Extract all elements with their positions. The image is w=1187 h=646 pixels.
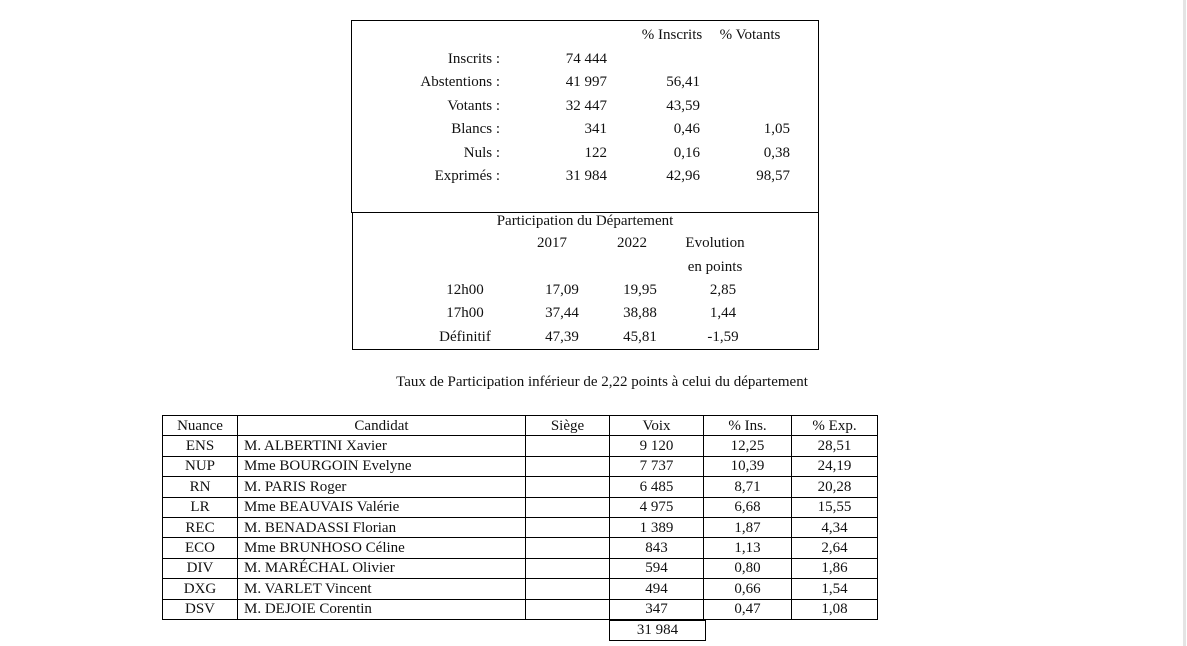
result-label: Blancs : [451,121,500,138]
candidate-pct-ins: 1,13 [704,538,792,558]
candidates-table [162,415,878,620]
total-voix: 31 984 [609,620,706,641]
candidate-pct-exp: 1,54 [792,579,878,599]
candidate-name: Mme BRUNHOSO Céline [238,538,526,558]
participation-evolution: 2,85 [709,282,737,298]
result-pct-inscrits: 43,59 [666,97,700,114]
candidate-voix: 9 120 [610,436,704,456]
col-pct-exp: % Exp. [792,416,878,436]
candidate-nuance: LR [163,497,238,517]
col-siege: Siège [526,416,610,436]
participation-time: Définitif [439,328,491,345]
result-value: 122 [584,144,607,161]
participation-evolution: 1,44 [709,305,737,322]
result-value: 74 444 [565,51,607,67]
candidate-pct-ins: 0,47 [704,599,792,619]
result-value: 41 997 [565,74,607,91]
candidate-pct-exp: 20,28 [792,477,878,497]
header-evolution: Evolution [685,235,745,251]
participation-2017: 47,39 [545,328,579,345]
result-pct-votants: 1,05 [763,121,790,138]
participation-2017: 17,09 [545,282,579,298]
candidate-siege [526,497,610,517]
candidate-name: M. VARLET Vincent [238,579,526,599]
candidate-voix: 1 389 [610,517,704,537]
candidate-nuance: RN [163,477,238,497]
candidate-siege [526,558,610,578]
candidate-pct-ins: 0,80 [704,558,792,578]
candidate-name: M. ALBERTINI Xavier [238,436,526,456]
candidate-row [163,579,878,599]
candidate-nuance: ENS [163,436,238,456]
participation-2017: 37,44 [545,305,579,322]
participation-time: 17h00 [446,305,484,322]
result-label: Exprimés : [434,168,500,184]
result-label: Nuls : [463,144,500,161]
candidate-nuance: REC [163,517,238,537]
col-pct-ins: % Ins. [704,416,792,436]
result-pct-inscrits: 0,46 [673,121,700,138]
candidate-name: M. MARÉCHAL Olivier [238,558,526,578]
result-value: 31 984 [565,168,607,184]
result-pct-inscrits: 0,16 [673,144,700,161]
candidate-voix: 843 [610,538,704,558]
candidate-name: Mme BOURGOIN Evelyne [238,456,526,476]
candidate-pct-ins: 10,39 [704,456,792,476]
candidate-voix: 347 [610,599,704,619]
candidate-name: Mme BEAUVAIS Valérie [238,497,526,517]
candidate-row [163,538,878,558]
candidate-pct-exp: 2,64 [792,538,878,558]
result-label: Abstentions : [420,74,500,91]
page-edge-scrollbar [1183,0,1186,646]
participation-2022: 19,95 [623,282,657,298]
header-2017: 2017 [537,235,567,251]
candidate-name: M. BENADASSI Florian [238,517,526,537]
candidate-row [163,599,878,619]
candidate-pct-exp: 24,19 [792,456,878,476]
candidate-siege [526,599,610,619]
candidate-pct-ins: 12,25 [704,436,792,456]
candidate-nuance: DSV [163,599,238,619]
candidate-nuance: DXG [163,579,238,599]
result-value: 341 [584,121,607,138]
candidate-pct-exp: 15,55 [792,497,878,517]
participation-time: 12h00 [446,282,484,298]
candidate-nuance: DIV [163,558,238,578]
candidate-voix: 594 [610,558,704,578]
candidate-pct-ins: 1,87 [704,517,792,537]
candidate-siege [526,436,610,456]
result-label: Inscrits : [447,51,500,67]
header-pct-inscrits: % Inscrits [641,27,703,43]
participation-title: Participation du Département [496,213,674,229]
candidate-nuance: NUP [163,456,238,476]
candidate-pct-ins: 6,68 [704,497,792,517]
candidate-row [163,517,878,537]
candidate-pct-ins: 8,71 [704,477,792,497]
candidate-row [163,558,878,578]
header-pct-votants: % Votants [719,27,781,43]
candidate-voix: 494 [610,579,704,599]
col-candidat: Candidat [238,416,526,436]
candidate-row [163,436,878,456]
candidate-voix: 6 485 [610,477,704,497]
result-label: Votants : [447,97,500,114]
candidate-pct-exp: 28,51 [792,436,878,456]
participation-2022: 38,88 [623,305,657,322]
candidate-pct-exp: 4,34 [792,517,878,537]
candidate-name: M. PARIS Roger [238,477,526,497]
candidate-siege [526,579,610,599]
participation-2022: 45,81 [623,328,657,345]
candidate-pct-exp: 1,86 [792,558,878,578]
candidate-voix: 4 975 [610,497,704,517]
result-pct-inscrits: 56,41 [666,74,700,91]
candidate-voix: 7 737 [610,456,704,476]
candidate-row [163,456,878,476]
candidate-siege [526,456,610,476]
result-pct-votants: 0,38 [763,144,790,161]
candidate-pct-ins: 0,66 [704,579,792,599]
candidate-siege [526,517,610,537]
participation-note: Taux de Participation inférieur de 2,22 points à celui du département [396,374,808,390]
candidate-pct-exp: 1,08 [792,599,878,619]
candidate-row [163,497,878,517]
candidate-siege [526,538,610,558]
candidate-row [163,477,878,497]
result-value: 32 447 [565,97,607,114]
result-pct-inscrits: 42,96 [666,168,700,184]
header-2022: 2022 [617,235,647,251]
header-en-points: en points [687,259,743,275]
participation-evolution: -1,59 [707,328,739,345]
col-nuance: Nuance [163,416,238,436]
col-voix: Voix [610,416,704,436]
candidate-siege [526,477,610,497]
candidates-header-row [163,416,878,436]
result-pct-votants: 98,57 [756,168,790,184]
candidate-nuance: ECO [163,538,238,558]
candidate-name: M. DEJOIE Corentin [238,599,526,619]
